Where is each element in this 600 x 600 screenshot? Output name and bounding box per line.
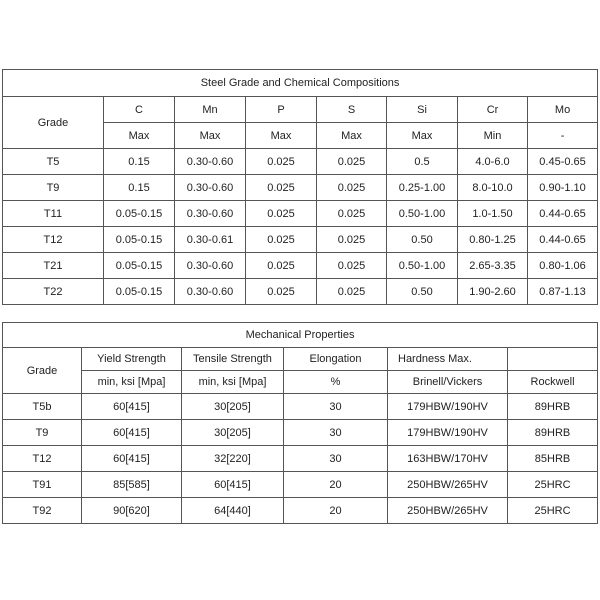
value-cell: 89HRB [508,394,598,420]
value-cell: 0.15 [104,175,175,201]
value-cell: 0.87-1.13 [528,279,598,305]
value-cell: 30[205] [182,420,284,446]
property-header: Yield Strength [82,348,182,371]
property-header: Tensile Strength [182,348,284,371]
value-cell: 0.05-0.15 [104,201,175,227]
value-cell: 0.025 [317,227,387,253]
table-row [3,420,598,446]
value-cell: 2.65-3.35 [458,253,528,279]
grade-cell: T5 [3,149,104,175]
table-row [3,498,598,524]
element-header: S [317,97,387,123]
value-cell: 32[220] [182,446,284,472]
limit-header: Max [104,123,175,149]
table-row [3,394,598,420]
value-cell: 85HRB [508,446,598,472]
value-cell: 250HBW/265HV [388,498,508,524]
value-cell: 0.30-0.60 [175,279,246,305]
value-cell: 0.025 [246,149,317,175]
value-cell: 0.50 [387,279,458,305]
value-cell: 0.025 [317,201,387,227]
value-cell: 179HBW/190HV [388,420,508,446]
value-cell: 0.50-1.00 [387,253,458,279]
grade-cell: T12 [3,227,104,253]
element-header: C [104,97,175,123]
element-header: P [246,97,317,123]
value-cell: 90[620] [82,498,182,524]
element-header: Mn [175,97,246,123]
table-row [3,201,598,227]
value-cell: 60[415] [182,472,284,498]
value-cell: 0.30-0.60 [175,175,246,201]
value-cell: 1.90-2.60 [458,279,528,305]
value-cell: 0.025 [317,149,387,175]
table-row [3,227,598,253]
element-header: Mo [528,97,598,123]
value-cell: 0.025 [317,253,387,279]
value-cell: 0.30-0.61 [175,227,246,253]
grade-cell: T92 [3,498,82,524]
grade-cell: T91 [3,472,82,498]
value-cell: 0.80-1.25 [458,227,528,253]
value-cell: 30 [284,394,388,420]
value-cell: 0.15 [104,149,175,175]
value-cell: 0.025 [246,175,317,201]
table-row [3,253,598,279]
value-cell: 64[440] [182,498,284,524]
value-cell: 0.025 [246,279,317,305]
grade-cell: T22 [3,279,104,305]
value-cell: 60[415] [82,420,182,446]
limit-header: Max [246,123,317,149]
value-cell: 20 [284,472,388,498]
grade-cell: T9 [3,175,104,201]
value-cell: 25HRC [508,472,598,498]
value-cell: 20 [284,498,388,524]
value-cell: 0.44-0.65 [528,227,598,253]
value-cell: 0.50-1.00 [387,201,458,227]
grade-cell: T11 [3,201,104,227]
value-cell: 60[415] [82,394,182,420]
value-cell: 0.025 [246,227,317,253]
value-cell: 0.025 [246,201,317,227]
mechanical-table-title: Mechanical Properties [3,323,598,348]
grade-cell: T9 [3,420,82,446]
unit-header: % [284,371,388,394]
value-cell: 0.50 [387,227,458,253]
unit-header: Rockwell [508,371,598,394]
value-cell: 250HBW/265HV [388,472,508,498]
unit-header: Brinell/Vickers [388,371,508,394]
unit-header: min, ksi [Mpa] [182,371,284,394]
table-row [3,446,598,472]
value-cell: 89HRB [508,420,598,446]
value-cell: 0.90-1.10 [528,175,598,201]
value-cell: 30 [284,446,388,472]
chemical-composition-table [2,69,598,305]
limit-header: Max [317,123,387,149]
value-cell: 60[415] [82,446,182,472]
value-cell: 0.025 [246,253,317,279]
value-cell: 4.0-6.0 [458,149,528,175]
value-cell: 179HBW/190HV [388,394,508,420]
value-cell: 0.025 [317,175,387,201]
grade-cell: T12 [3,446,82,472]
table-row [3,149,598,175]
unit-header: min, ksi [Mpa] [82,371,182,394]
grade-cell: T21 [3,253,104,279]
grade-header: Grade [3,97,104,149]
empty-header-cell [508,348,598,371]
limit-header: Min [458,123,528,149]
chemical-table-title: Steel Grade and Chemical Compositions [3,70,598,97]
value-cell: 0.025 [317,279,387,305]
table-row [3,279,598,305]
value-cell: 0.30-0.60 [175,253,246,279]
value-cell: 0.5 [387,149,458,175]
value-cell: 0.30-0.60 [175,149,246,175]
table-row [3,175,598,201]
value-cell: 30[205] [182,394,284,420]
element-header: Si [387,97,458,123]
value-cell: 85[585] [82,472,182,498]
value-cell: 0.05-0.15 [104,253,175,279]
value-cell: 25HRC [508,498,598,524]
grade-cell: T5b [3,394,82,420]
limit-header: Max [387,123,458,149]
value-cell: 0.05-0.15 [104,279,175,305]
value-cell: 0.30-0.60 [175,201,246,227]
limit-header: Max [175,123,246,149]
value-cell: 8.0-10.0 [458,175,528,201]
value-cell: 163HBW/170HV [388,446,508,472]
value-cell: 0.80-1.06 [528,253,598,279]
value-cell: 0.05-0.15 [104,227,175,253]
value-cell: 30 [284,420,388,446]
property-header: Elongation [284,348,388,371]
value-cell: 0.25-1.00 [387,175,458,201]
grade-header: Grade [3,348,82,394]
limit-header: - [528,123,598,149]
mechanical-properties-table [2,322,598,524]
value-cell: 0.45-0.65 [528,149,598,175]
table-row [3,472,598,498]
property-header: Hardness Max. [388,348,508,371]
value-cell: 1.0-1.50 [458,201,528,227]
value-cell: 0.44-0.65 [528,201,598,227]
element-header: Cr [458,97,528,123]
